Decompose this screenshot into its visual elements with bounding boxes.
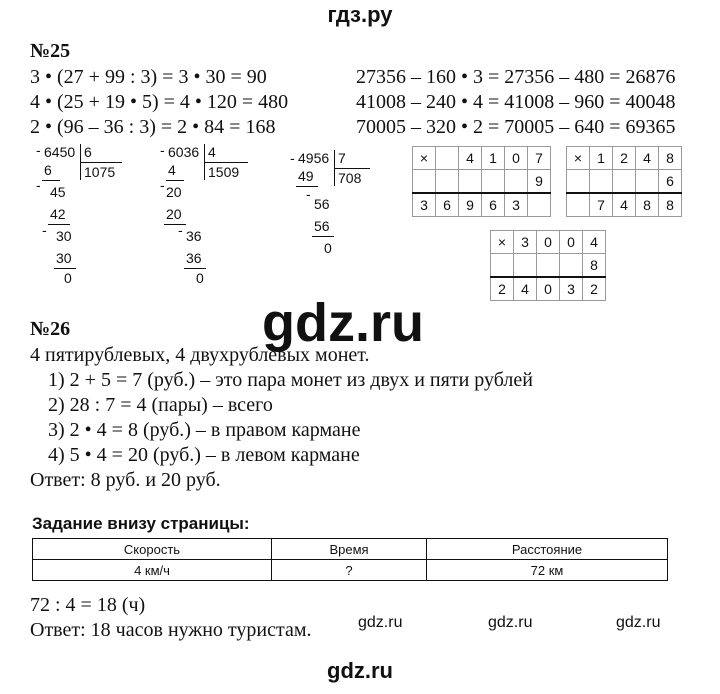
digit: 3 bbox=[514, 231, 537, 254]
times-sign: × bbox=[567, 147, 590, 170]
bottom-task-title: Задание внизу страницы: bbox=[32, 514, 250, 533]
solution-step-1: 1) 2 + 5 = 7 (руб.) – это пара монет из двух и пяти рублей bbox=[48, 369, 533, 391]
task-26-title: №26 bbox=[30, 318, 71, 340]
digit: 4 bbox=[583, 231, 606, 254]
expression-left-3: 2 • (96 – 36 : 3) = 2 • 84 = 168 bbox=[30, 116, 276, 138]
expression-right-2: 41008 – 240 • 4 = 41008 – 960 = 40048 bbox=[356, 91, 676, 113]
small-watermark: gdz.ru bbox=[616, 614, 661, 631]
digit: 4 bbox=[613, 193, 636, 217]
step: 20 bbox=[166, 184, 182, 200]
speed-table bbox=[32, 538, 668, 581]
digit: 7 bbox=[590, 193, 613, 217]
digit: 9 bbox=[528, 170, 551, 194]
expression-left-1: 3 • (27 + 99 : 3) = 3 • 30 = 90 bbox=[30, 66, 267, 88]
solution-step-3: 3) 2 • 4 = 8 (руб.) – в правом кармане bbox=[48, 419, 361, 441]
step: 45 bbox=[50, 184, 66, 200]
header-distance: Расстояние bbox=[427, 539, 668, 560]
step: 0 bbox=[196, 270, 204, 286]
step: 20 bbox=[166, 206, 182, 222]
long-division-3: - 4956 7 708 49 - 56 56 0 bbox=[290, 148, 390, 268]
task-25-title: №25 bbox=[30, 40, 71, 62]
expression-left-2: 4 • (25 + 19 • 5) = 4 • 120 = 480 bbox=[30, 91, 289, 113]
digit: 0 bbox=[505, 147, 528, 170]
site-footer: gdz.ru bbox=[327, 658, 393, 683]
digit: 6 bbox=[482, 193, 505, 217]
step: 36 bbox=[186, 228, 202, 244]
times-sign: × bbox=[491, 231, 514, 254]
digit: 3 bbox=[413, 193, 436, 217]
header-speed: Скорость bbox=[33, 539, 272, 560]
step: 0 bbox=[64, 270, 72, 286]
digit: 2 bbox=[491, 277, 514, 301]
step: 6 bbox=[44, 162, 52, 178]
divisor: 6 bbox=[84, 144, 92, 160]
quotient: 708 bbox=[338, 170, 362, 186]
bottom-solution: 72 : 4 = 18 (ч) bbox=[30, 594, 146, 616]
step: 4 bbox=[168, 162, 176, 178]
step: 42 bbox=[50, 206, 66, 222]
digit: 3 bbox=[560, 277, 583, 301]
task-26-answer: Ответ: 8 руб. и 20 руб. bbox=[30, 469, 221, 491]
digit: 6 bbox=[436, 193, 459, 217]
solution-step-2: 2) 28 : 7 = 4 (пары) – всего bbox=[48, 394, 273, 416]
multiplication-grid-1 bbox=[412, 146, 551, 217]
expression-right-3: 70005 – 320 • 2 = 70005 – 640 = 69365 bbox=[356, 116, 676, 138]
digit: 8 bbox=[583, 254, 606, 278]
site-header: гдз.ру bbox=[327, 2, 393, 27]
step: 30 bbox=[56, 250, 72, 266]
quotient: 1075 bbox=[84, 164, 116, 180]
dividend: 4956 bbox=[298, 150, 330, 166]
divisor: 7 bbox=[338, 150, 346, 166]
step: 36 bbox=[186, 250, 202, 266]
cell-time: ? bbox=[272, 560, 427, 581]
watermark: gdz.ru bbox=[262, 293, 424, 353]
digit: 9 bbox=[459, 193, 482, 217]
digit: 4 bbox=[459, 147, 482, 170]
digit: 0 bbox=[560, 231, 583, 254]
step: 0 bbox=[324, 240, 332, 256]
digit: 1 bbox=[590, 147, 613, 170]
digit: 8 bbox=[636, 193, 659, 217]
quotient: 1509 bbox=[208, 164, 240, 180]
multiplication-grid-3 bbox=[490, 230, 606, 301]
small-watermark: gdz.ru bbox=[358, 614, 403, 631]
dividend: 6450 bbox=[44, 144, 76, 160]
step: 56 bbox=[314, 196, 330, 212]
divisor: 4 bbox=[208, 144, 216, 160]
digit: 1 bbox=[482, 147, 505, 170]
digit: 2 bbox=[583, 277, 606, 301]
times-sign: × bbox=[413, 147, 436, 170]
cell-distance: 72 км bbox=[427, 560, 668, 581]
bottom-answer: Ответ: 18 часов нужно туристам. bbox=[30, 619, 312, 641]
step: 56 bbox=[314, 218, 330, 234]
digit: 3 bbox=[505, 193, 528, 217]
digit: 8 bbox=[659, 147, 682, 170]
small-watermark: gdz.ru bbox=[488, 614, 533, 631]
step: 49 bbox=[298, 168, 314, 184]
cell-speed: 4 км/ч bbox=[33, 560, 272, 581]
solution-step-4: 4) 5 • 4 = 20 (руб.) – в левом кармане bbox=[48, 444, 360, 466]
digit: 2 bbox=[613, 147, 636, 170]
multiplication-grid-2 bbox=[566, 146, 682, 217]
digit: 4 bbox=[514, 277, 537, 301]
digit: 7 bbox=[528, 147, 551, 170]
long-division-2: - 6036 4 1509 4 - 20 20 - 36 36 0 bbox=[160, 142, 260, 292]
expression-right-1: 27356 – 160 • 3 = 27356 – 480 = 26876 bbox=[356, 66, 676, 88]
digit: 0 bbox=[537, 277, 560, 301]
digit: 4 bbox=[636, 147, 659, 170]
header-time: Время bbox=[272, 539, 427, 560]
task-26-intro: 4 пятирублевых, 4 двухрублевых монет. bbox=[30, 344, 370, 366]
digit: 6 bbox=[659, 170, 682, 194]
dividend: 6036 bbox=[168, 144, 200, 160]
digit: 8 bbox=[659, 193, 682, 217]
step: 30 bbox=[56, 228, 72, 244]
digit: 0 bbox=[537, 231, 560, 254]
long-division-1: - 6450 6 1075 6 - 45 42 - 30 30 0 bbox=[36, 142, 126, 292]
